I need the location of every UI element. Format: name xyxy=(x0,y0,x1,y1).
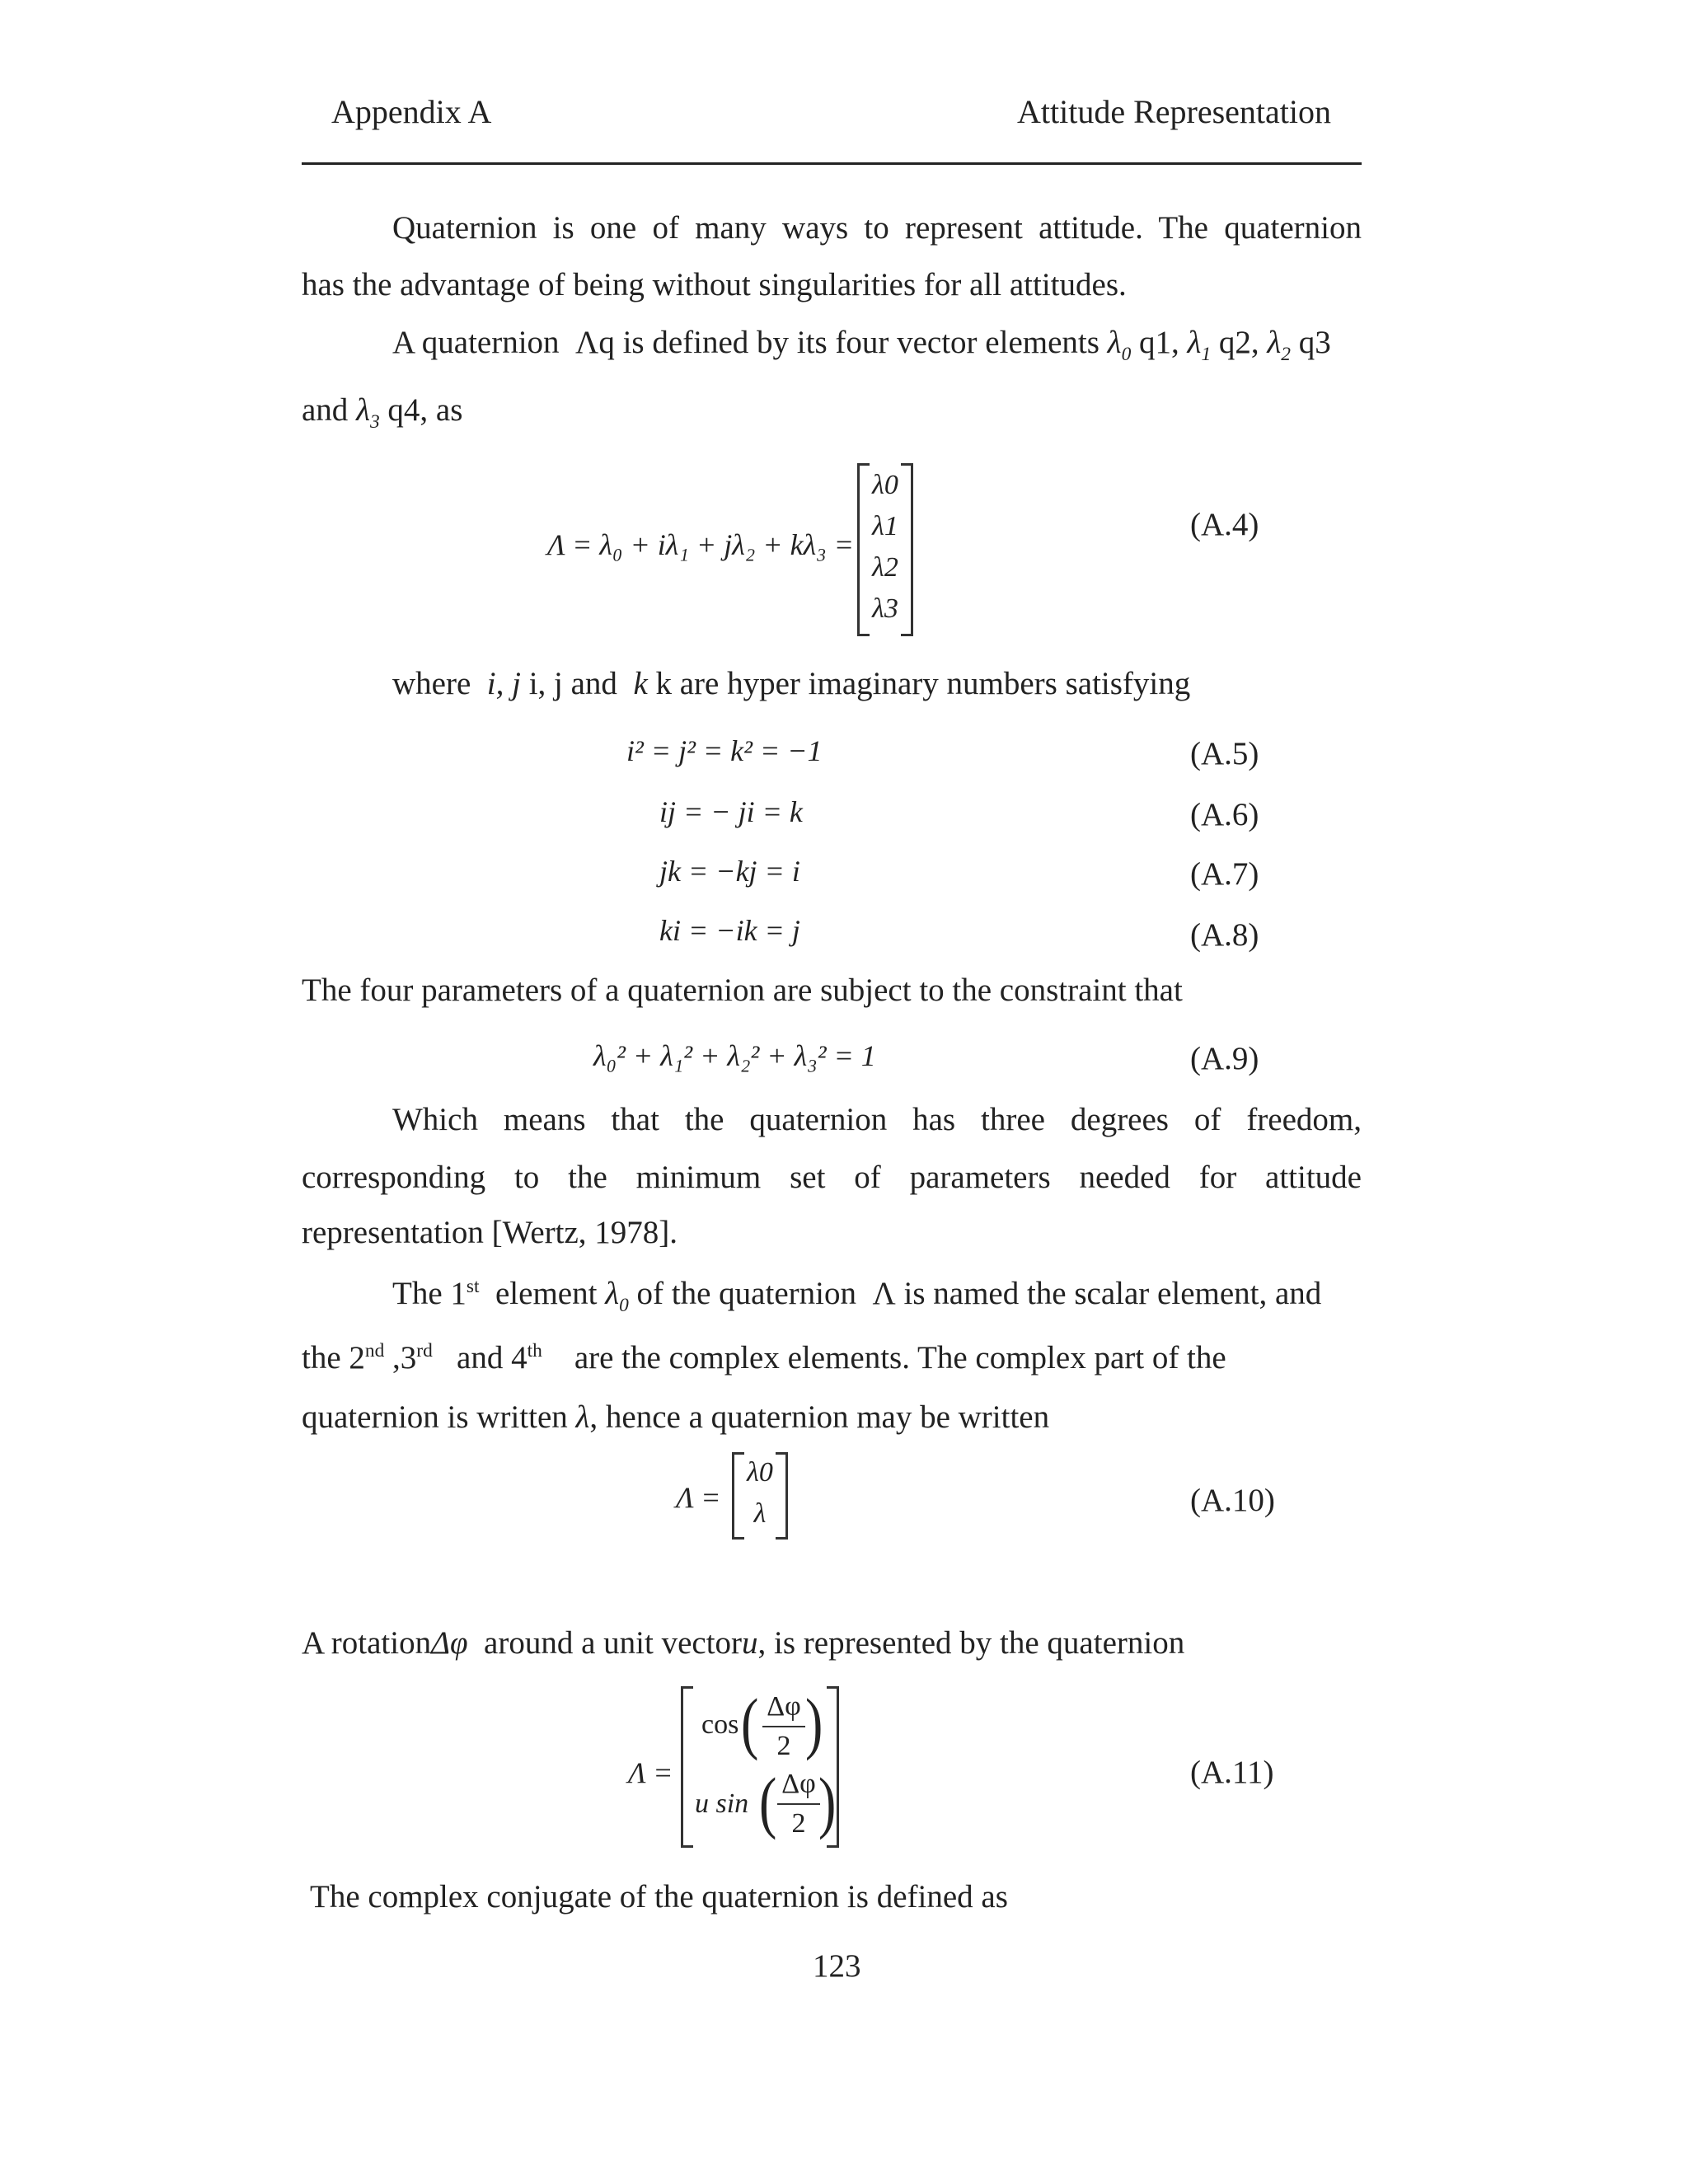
header-left: Appendix A xyxy=(331,93,492,130)
eq-a4-cell-1: λ1 xyxy=(872,511,898,541)
eq-a9-label: (A.9) xyxy=(1190,1041,1259,1076)
eq-a4-label: (A.4) xyxy=(1190,507,1259,542)
eq-a4-cell-3: λ3 xyxy=(872,593,898,624)
eq-a10-lhs: Λ = xyxy=(676,1481,721,1514)
eq-a11-paren-close-2: ) xyxy=(818,1764,837,1840)
header-rule xyxy=(302,162,1362,165)
eq-a8-expr: ki = −ik = j xyxy=(659,914,800,947)
para3-line2: corresponding to the minimum set of parameters needed for attitude xyxy=(302,1160,1362,1195)
page-number: 123 xyxy=(813,1948,861,1984)
eq-a11-paren-open-2: ( xyxy=(759,1764,777,1840)
para3-line1: Which means that the quaternion has three degrees of freedom, xyxy=(392,1102,1362,1137)
para1-line1: Quaternion is one of many ways to represent attitude. The quaternion xyxy=(392,210,1362,246)
eq-a10-matrix xyxy=(732,1452,788,1540)
eq-a5-label: (A.5) xyxy=(1190,736,1259,771)
para4-line2: the 2nd ,3rd and 4th are the complex elements. The complex part of the xyxy=(302,1340,1226,1376)
para3-line3: representation [Wertz, 1978]. xyxy=(302,1215,678,1250)
rotation-line: A rotationΔφ around a unit vectoru, is represented by the quaternion xyxy=(302,1625,1185,1661)
conjugate-line: The complex conjugate of the quaternion is defined as xyxy=(310,1879,1008,1915)
eq-a10-cell-1: λ xyxy=(753,1498,767,1529)
eq-a4-cell-2: λ2 xyxy=(872,552,898,583)
para4-line1: The 1st element $\lambda_0$ of the quaternion Λ is named the scalar element, and xyxy=(392,1276,1322,1316)
eq-a11-paren-close-1: ) xyxy=(805,1685,823,1761)
eq-a11-label: (A.11) xyxy=(1190,1755,1274,1790)
eq-a11-frac-1: Δφ 2 xyxy=(762,1691,805,1762)
eq-a4-matrix xyxy=(857,463,913,636)
para2-line2: and $\lambda_3$ q4, as xyxy=(302,392,463,433)
eq-a11-matrix xyxy=(681,1686,839,1848)
eq-a7-label: (A.7) xyxy=(1190,856,1259,892)
para4-line3: quaternion is written λ, hence a quaternion may be written xyxy=(302,1399,1050,1435)
eq-a9-expr: λ₀² + λ₁² + λ₂² + λ₃² = 1 xyxy=(593,1039,876,1072)
eq-a11-frac-2: Δφ 2 xyxy=(777,1769,820,1840)
eq-a11-lhs: Λ = xyxy=(628,1756,673,1789)
eq-a6-label: (A.6) xyxy=(1190,797,1259,832)
eq-a4-lhs: Λ = λ₀ + iλ₁ + jλ₂ + kλ₃ = xyxy=(547,528,854,561)
para1-line2: has the advantage of being without singularities for all attitudes. xyxy=(302,267,1127,302)
eq-a11-cos: cos xyxy=(701,1709,739,1740)
where-line: where i, j i, j and k k are hyper imaginary numbers satisfying xyxy=(392,666,1191,701)
eq-a6-expr: ij = − ji = k xyxy=(659,795,803,828)
eq-a10-cell-0: λ0 xyxy=(747,1457,773,1488)
header-right: Attitude Representation xyxy=(1017,93,1332,130)
eq-a4-cell-0: λ0 xyxy=(872,470,898,500)
para2-line1: A quaternion Λq is defined by its four vector elements $\lambda_0$ q1, $\lambda_1$ q2, $\lambda_2$ q3 xyxy=(392,325,1331,365)
eq-a11-usin: u sin xyxy=(695,1788,749,1819)
constraint-line: The four parameters of a quaternion are subject to the constraint that xyxy=(302,972,1183,1008)
eq-a10-label: (A.10) xyxy=(1190,1483,1275,1518)
eq-a5-expr: i² = j² = k² = −1 xyxy=(626,734,823,767)
eq-a8-label: (A.8) xyxy=(1190,917,1259,953)
eq-a11-paren-open-1: ( xyxy=(741,1685,759,1761)
eq-a7-expr: jk = −kj = i xyxy=(659,855,800,888)
